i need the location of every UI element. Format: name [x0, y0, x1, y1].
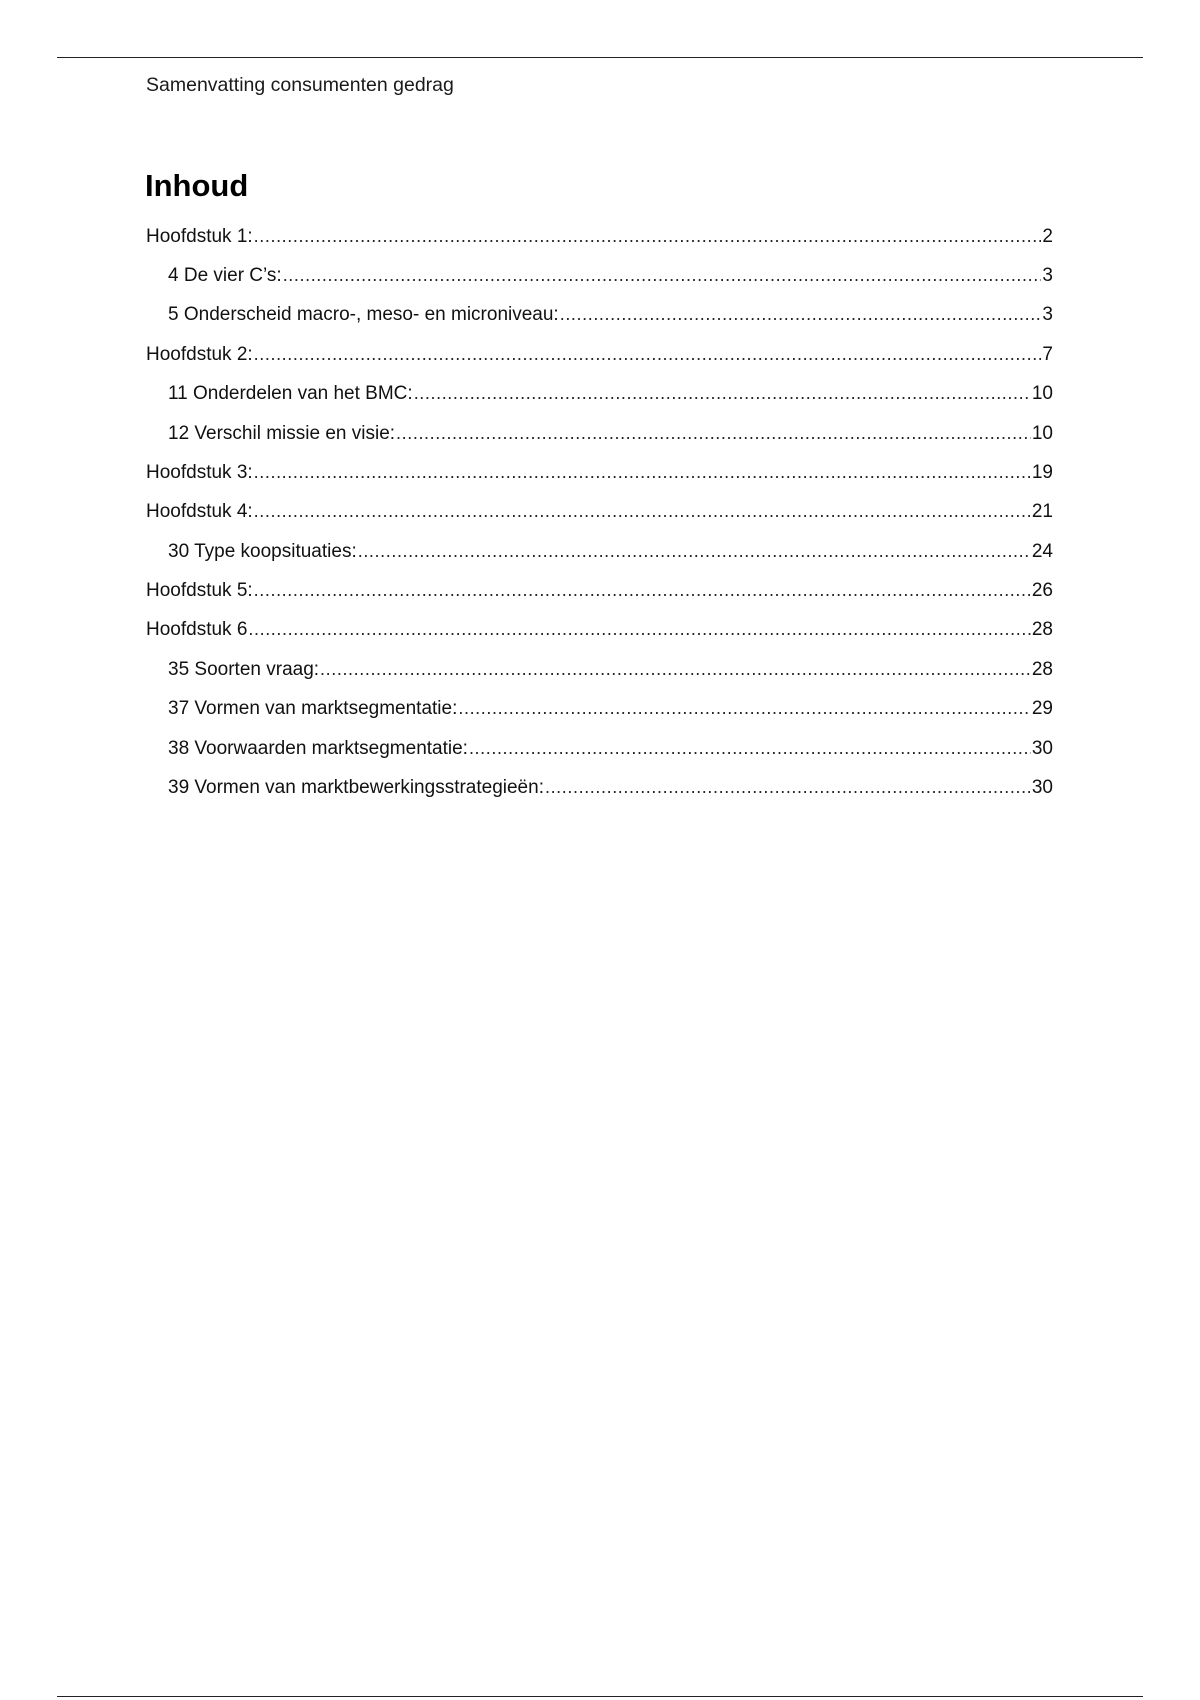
toc-entry-label: 37 Vormen van marktsegmentatie:: [168, 698, 458, 719]
toc-title: Inhoud: [145, 168, 249, 203]
toc-entry-label: 4 De vier C’s:: [168, 265, 282, 286]
toc-entry-page-number: 21: [1031, 501, 1053, 522]
toc-entry-page-number: 29: [1031, 698, 1053, 719]
toc-entry-label: Hoofdstuk 2:: [146, 344, 253, 365]
toc-entry-page-number: 26: [1031, 580, 1053, 601]
toc-entry-page-number: 10: [1031, 383, 1053, 404]
toc-entry-page-number: 2: [1042, 226, 1053, 247]
toc-entry-section[interactable]: [168, 420, 1053, 446]
toc-entry-label: 12 Verschil missie en visie:: [168, 423, 396, 444]
toc-entry-page-number: 7: [1042, 344, 1053, 365]
toc-entry-section[interactable]: [168, 695, 1053, 721]
toc-entry-label: Hoofdstuk 1:: [146, 226, 253, 247]
toc-entry-page-number: 19: [1031, 462, 1053, 483]
toc-entry-section[interactable]: [168, 538, 1053, 564]
toc-entry-label: Hoofdstuk 6: [146, 619, 248, 640]
toc-entry-section[interactable]: [168, 262, 1053, 288]
toc-entry-page-number: 28: [1031, 659, 1053, 680]
toc-entry-section[interactable]: [168, 656, 1053, 682]
toc-dot-leader: [283, 262, 1042, 288]
toc-dot-leader: [469, 735, 1031, 761]
toc-dot-leader: [560, 301, 1042, 327]
toc-dot-leader: [254, 223, 1042, 249]
toc-entry-label: 39 Vormen van marktbewerkingsstrategieën:: [168, 777, 544, 798]
toc-entry-chapter[interactable]: [146, 459, 1053, 485]
toc-entry-label: 38 Voorwaarden marktsegmentatie:: [168, 738, 468, 759]
toc-dot-leader: [414, 380, 1031, 406]
toc-dot-leader: [254, 577, 1031, 603]
toc-dot-leader: [358, 538, 1031, 564]
toc-dot-leader: [396, 420, 1031, 446]
toc-dot-leader: [248, 616, 1030, 642]
toc-dot-leader: [458, 695, 1030, 721]
toc-entry-label: Hoofdstuk 3:: [146, 462, 253, 483]
toc-entry-section[interactable]: [168, 735, 1053, 761]
footer-rule: [57, 1696, 1143, 1697]
toc-entry-label: 35 Soorten vraag:: [168, 659, 320, 680]
toc-entry-section[interactable]: [168, 301, 1053, 327]
header-rule: [57, 57, 1143, 58]
toc-entry-page-number: 28: [1031, 619, 1053, 640]
toc-entry-label: Hoofdstuk 4:: [146, 501, 253, 522]
toc-entry-page-number: 3: [1042, 265, 1053, 286]
running-header: Samenvatting consumenten gedrag: [146, 74, 454, 96]
toc-dot-leader: [254, 341, 1042, 367]
toc-dot-leader: [254, 459, 1031, 485]
toc-entry-page-number: 24: [1031, 541, 1053, 562]
toc-entry-page-number: 30: [1031, 777, 1053, 798]
toc-entry-page-number: 10: [1031, 423, 1053, 444]
toc-entry-chapter[interactable]: [146, 498, 1053, 524]
toc-entry-chapter[interactable]: [146, 616, 1053, 642]
toc-entry-chapter[interactable]: [146, 223, 1053, 249]
toc-entry-chapter[interactable]: [146, 341, 1053, 367]
toc-entry-label: Hoofdstuk 5:: [146, 580, 253, 601]
toc-entry-page-number: 3: [1042, 304, 1053, 325]
toc-dot-leader: [545, 774, 1031, 800]
toc-entry-section[interactable]: [168, 380, 1053, 406]
toc-entry-chapter[interactable]: [146, 577, 1053, 603]
toc-entry-label: 11 Onderdelen van het BMC:: [168, 383, 413, 404]
toc-dot-leader: [320, 656, 1031, 682]
toc-entry-label: 5 Onderscheid macro-, meso- en microniveau:: [168, 304, 559, 325]
toc-entry-section[interactable]: [168, 774, 1053, 800]
toc-entry-page-number: 30: [1031, 738, 1053, 759]
toc-dot-leader: [254, 498, 1031, 524]
toc-entry-label: 30 Type koopsituaties:: [168, 541, 357, 562]
